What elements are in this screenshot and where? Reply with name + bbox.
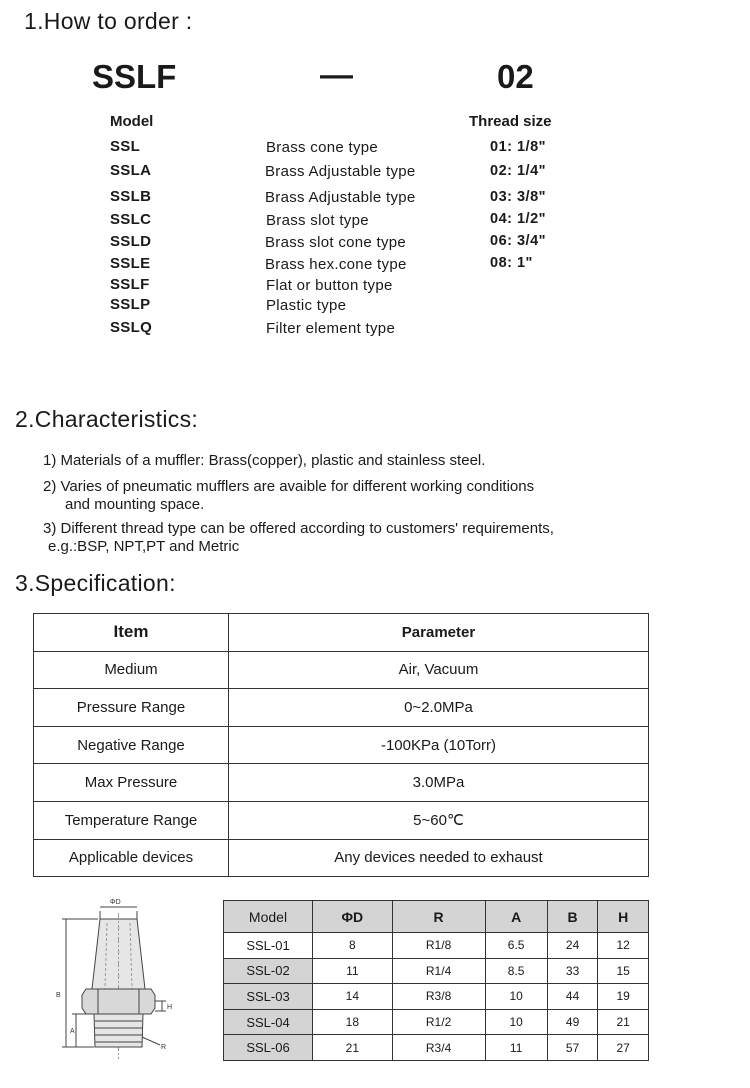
dim-cell: R1/4 xyxy=(392,958,485,984)
dim-cell: 24 xyxy=(547,933,598,959)
table-row xyxy=(34,801,649,839)
model-code: SSLC xyxy=(110,211,152,228)
characteristic-item-cont: and mounting space. xyxy=(65,496,205,513)
dim-cell: R1/2 xyxy=(392,1009,485,1035)
dim-cell: 10 xyxy=(485,1009,547,1035)
model-code: SSL xyxy=(110,138,141,155)
spec-table xyxy=(33,613,649,877)
dim-cell: 44 xyxy=(547,984,598,1010)
model-desc: Flat or button type xyxy=(266,277,393,294)
dim-cell: 8.5 xyxy=(485,958,547,984)
drawing-label-h: H xyxy=(167,1004,173,1011)
model-code: SSLQ xyxy=(110,319,153,336)
spec-header-row xyxy=(34,614,649,652)
thread-size: 03: 3/8" xyxy=(490,189,547,205)
dim-cell: 21 xyxy=(598,1009,649,1035)
model-desc: Brass cone type xyxy=(266,139,379,156)
spec-value: 3.0MPa xyxy=(229,764,649,802)
characteristics-heading: 2.Characteristics: xyxy=(15,406,199,432)
dim-cell: 49 xyxy=(547,1009,598,1035)
specification-heading: 3.Specification: xyxy=(15,570,176,596)
model-code: SSLP xyxy=(110,296,151,313)
table-row xyxy=(224,1035,649,1061)
dim-model: SSL-06 xyxy=(224,1035,313,1061)
dim-cell: R3/8 xyxy=(392,984,485,1010)
drawing-label-b: B xyxy=(56,992,61,999)
dim-cell: 21 xyxy=(313,1035,393,1061)
model-label: Model xyxy=(110,113,154,130)
characteristic-item: 1) Materials of a muffler: Brass(copper), plastic and stainless steel. xyxy=(43,452,486,469)
dim-cell: 18 xyxy=(313,1009,393,1035)
spec-value: Any devices needed to exhaust xyxy=(229,839,649,877)
spec-value: 5~60℃ xyxy=(229,801,649,839)
model-code: SSLE xyxy=(110,255,151,272)
dim-cell: 10 xyxy=(485,984,547,1010)
dim-cell: 33 xyxy=(547,958,598,984)
dim-cell: 11 xyxy=(485,1035,547,1061)
muffler-outline xyxy=(62,907,166,1059)
dim-header-h: H xyxy=(598,901,649,933)
table-row xyxy=(224,933,649,959)
model-desc: Plastic type xyxy=(266,297,347,314)
drawing-label-a: A xyxy=(70,1028,75,1035)
muffler-drawing xyxy=(50,893,200,1065)
thread-size-label: Thread size xyxy=(469,113,552,130)
dim-cell: 11 xyxy=(313,958,393,984)
dim-cell: 57 xyxy=(547,1035,598,1061)
table-row xyxy=(34,651,649,689)
spec-value: Air, Vacuum xyxy=(229,651,649,689)
table-row xyxy=(224,958,649,984)
table-row xyxy=(224,984,649,1010)
dim-cell: 12 xyxy=(598,933,649,959)
dim-cell: 6.5 xyxy=(485,933,547,959)
spec-item: Negative Range xyxy=(34,726,229,764)
spec-header-item: Item xyxy=(34,614,229,652)
dim-cell: 8 xyxy=(313,933,393,959)
spec-value: 0~2.0MPa xyxy=(229,689,649,727)
model-code: SSLD xyxy=(110,233,152,250)
drawing-label-r: R xyxy=(161,1044,167,1051)
dim-header-model: Model xyxy=(224,901,313,933)
dim-cell: R3/4 xyxy=(392,1035,485,1061)
thread-size: 01: 1/8" xyxy=(490,139,547,155)
model-desc: Brass hex.cone type xyxy=(265,256,407,273)
model-desc: Brass Adjustable type xyxy=(265,189,416,206)
spec-item: Pressure Range xyxy=(34,689,229,727)
model-code: SSLB xyxy=(110,188,152,205)
model-desc: Brass Adjustable type xyxy=(265,163,416,180)
order-code-model: SSLF xyxy=(92,58,177,95)
dim-header-r: R xyxy=(392,901,485,933)
spec-header-parameter: Parameter xyxy=(229,614,649,652)
characteristic-item: 3) Different thread type can be offered according to customers' requirements, xyxy=(43,520,554,537)
spec-item: Max Pressure xyxy=(34,764,229,802)
thread-size: 04: 1/2" xyxy=(490,211,547,227)
model-desc: Brass slot cone type xyxy=(265,234,407,251)
table-row xyxy=(34,764,649,802)
thread-size: 02: 1/4" xyxy=(490,163,547,179)
table-row xyxy=(34,689,649,727)
dim-cell: 15 xyxy=(598,958,649,984)
thread-size: 08: 1" xyxy=(490,255,533,271)
dim-cell: 19 xyxy=(598,984,649,1010)
model-code: SSLA xyxy=(110,162,152,179)
model-code: SSLF xyxy=(110,276,150,293)
dim-model: SSL-02 xyxy=(224,958,313,984)
model-desc: Filter element type xyxy=(266,320,396,337)
order-code-thread: 02 xyxy=(497,58,534,95)
dim-model: SSL-03 xyxy=(224,984,313,1010)
characteristic-item-cont: e.g.:BSP, NPT,PT and Metric xyxy=(48,538,240,555)
dim-cell: R1/8 xyxy=(392,933,485,959)
order-code-dash: — xyxy=(320,56,353,93)
thread-size: 06: 3/4" xyxy=(490,233,547,249)
dim-model: SSL-04 xyxy=(224,1009,313,1035)
spec-item: Applicable devices xyxy=(34,839,229,877)
model-desc: Brass slot type xyxy=(266,212,369,229)
order-heading: 1.How to order : xyxy=(24,8,193,34)
table-row xyxy=(224,1009,649,1035)
dim-header-b: B xyxy=(547,901,598,933)
dim-header-a: A xyxy=(485,901,547,933)
spec-value: -100KPa (10Torr) xyxy=(229,726,649,764)
dim-cell: 27 xyxy=(598,1035,649,1061)
dim-header-row xyxy=(224,901,649,933)
drawing-label-d: ΦD xyxy=(110,899,121,906)
dim-header-d: ΦD xyxy=(313,901,393,933)
dimension-table xyxy=(223,900,649,1061)
spec-item: Medium xyxy=(34,651,229,689)
dim-cell: 14 xyxy=(313,984,393,1010)
table-row xyxy=(34,726,649,764)
table-row xyxy=(34,839,649,877)
dim-model: SSL-01 xyxy=(224,933,313,959)
characteristic-item: 2) Varies of pneumatic mufflers are avaible for different working conditions xyxy=(43,478,535,495)
spec-item: Temperature Range xyxy=(34,801,229,839)
